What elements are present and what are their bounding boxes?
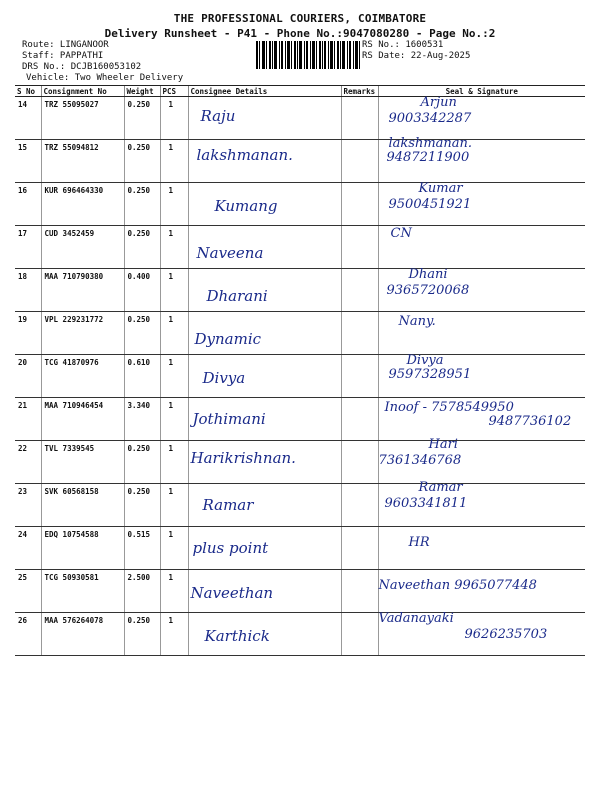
pcs-cell: 1	[160, 97, 188, 140]
consignment-cell: MAA 710790380	[41, 269, 124, 312]
remarks-cell	[341, 398, 378, 441]
consignee-cell	[188, 226, 341, 269]
col-remarks-header: Remarks	[341, 86, 378, 97]
signature-cell	[378, 570, 585, 613]
consignee-handwriting: Divya	[202, 369, 246, 387]
consignee-cell	[188, 441, 341, 484]
weight-cell: 0.250	[124, 613, 160, 656]
remarks-cell	[341, 613, 378, 656]
signature-cell	[378, 480, 585, 527]
pcs-cell: 1	[160, 484, 188, 527]
consignee-handwriting: plus point	[192, 539, 269, 557]
table-row	[15, 97, 585, 140]
consignee-cell	[188, 183, 341, 226]
col-signature-header: Seal & Signature	[378, 86, 585, 97]
pcs-cell: 1	[160, 312, 188, 355]
table-body	[15, 97, 585, 656]
signature-handwriting: Nany.	[398, 314, 436, 329]
table-row	[15, 484, 585, 527]
consignee-handwriting: Naveena	[196, 244, 264, 262]
consignee-cell	[188, 140, 341, 183]
consignment-cell: MAA 576264078	[41, 613, 124, 656]
meta-right	[362, 40, 470, 62]
table-row	[15, 269, 585, 312]
signature-handwriting: Arjun	[420, 95, 457, 110]
pcs-cell: 1	[160, 183, 188, 226]
signature-handwriting: 9603341811	[384, 496, 468, 511]
consignment-cell: EDQ 10754588	[41, 527, 124, 570]
consignee-cell	[188, 355, 341, 398]
runsheet-table	[15, 85, 585, 656]
consignee-handwriting: Raju	[200, 107, 236, 125]
col-weight-header: Weight	[124, 86, 160, 97]
drs-label: DRS No.: DCJB160053102	[22, 62, 142, 72]
weight-cell: 0.250	[124, 484, 160, 527]
consignee-handwriting: Dharani	[206, 287, 268, 305]
signature-cell	[378, 527, 585, 570]
signature-cell	[378, 355, 585, 398]
sno-cell: 14	[15, 97, 41, 140]
consignee-cell	[188, 613, 341, 656]
weight-cell: 3.340	[124, 398, 160, 441]
sno-cell: 25	[15, 570, 41, 613]
signature-handwriting: 9597328951	[388, 367, 472, 382]
table-row	[15, 527, 585, 570]
consignee-cell	[188, 269, 341, 312]
sno-cell: 26	[15, 613, 41, 656]
consignee-handwriting: Dynamic	[194, 330, 262, 348]
signature-handwriting: 9487736102	[488, 414, 572, 429]
sno-cell: 24	[15, 527, 41, 570]
consignment-cell: MAA 710946454	[41, 398, 124, 441]
signature-handwriting: HR	[408, 535, 430, 550]
consignment-cell: TVL 7339545	[41, 441, 124, 484]
signature-handwriting: CN	[390, 226, 412, 241]
consignment-cell: VPL 229231772	[41, 312, 124, 355]
signature-cell	[378, 97, 585, 140]
remarks-cell	[341, 269, 378, 312]
pcs-cell: 1	[160, 355, 188, 398]
sno-cell: 21	[15, 398, 41, 441]
table-row	[15, 226, 585, 269]
table-row	[15, 441, 585, 484]
pcs-cell: 1	[160, 570, 188, 613]
consignee-handwriting: Jothimani	[192, 410, 266, 428]
remarks-cell	[341, 97, 378, 140]
consignee-handwriting: Naveethan	[190, 584, 274, 602]
weight-cell: 0.250	[124, 441, 160, 484]
signature-handwriting: Inoof - 7578549950	[384, 400, 514, 415]
weight-cell: 0.250	[124, 226, 160, 269]
sno-cell: 23	[15, 484, 41, 527]
table-row	[15, 140, 585, 183]
signature-handwriting: 9500451921	[388, 197, 472, 212]
weight-cell: 0.250	[124, 183, 160, 226]
remarks-cell	[341, 226, 378, 269]
consignee-handwriting: Kumang	[214, 197, 278, 215]
pcs-cell: 1	[160, 613, 188, 656]
meta-left	[22, 40, 183, 84]
signature-handwriting: Ramar	[418, 480, 463, 495]
consignee-handwriting: Harikrishnan.	[190, 449, 296, 467]
col-sno-header: S No	[15, 86, 41, 97]
consignee-cell	[188, 570, 341, 613]
document-title: THE PROFESSIONAL COURIERS, COIMBATORE	[173, 12, 427, 25]
signature-handwriting: Dhani	[408, 267, 448, 282]
signature-handwriting: Naveethan 9965077448	[378, 578, 537, 593]
signature-handwriting: Divya	[406, 353, 444, 368]
signature-cell	[378, 269, 585, 312]
consignee-handwriting: Karthick	[204, 627, 270, 645]
table-row	[15, 312, 585, 355]
sno-cell: 16	[15, 183, 41, 226]
table-row	[15, 570, 585, 613]
col-consignee-header: Consignee Details	[188, 86, 341, 97]
remarks-cell	[341, 355, 378, 398]
consignment-cell: KUR 696464330	[41, 183, 124, 226]
remarks-cell	[341, 484, 378, 527]
weight-cell: 2.500	[124, 570, 160, 613]
signature-cell	[378, 136, 585, 183]
consignee-cell	[188, 97, 341, 140]
sno-cell: 19	[15, 312, 41, 355]
remarks-cell	[341, 570, 378, 613]
rs-number-label: RS No.: 1600531	[362, 40, 444, 50]
pcs-cell: 1	[160, 441, 188, 484]
consignee-cell	[188, 527, 341, 570]
sno-cell: 15	[15, 140, 41, 183]
weight-cell: 0.610	[124, 355, 160, 398]
signature-handwriting: lakshmanan.	[388, 136, 473, 151]
signature-handwriting: 9003342287	[388, 111, 472, 126]
barcode-image	[256, 41, 360, 69]
signature-cell	[378, 613, 585, 656]
pcs-cell: 1	[160, 269, 188, 312]
vehicle-label: Vehicle: Two Wheeler Delivery	[26, 73, 184, 83]
table-header-row	[15, 86, 585, 97]
remarks-cell	[341, 312, 378, 355]
consignment-cell: TCG 41870976	[41, 355, 124, 398]
signature-handwriting: Kumar	[418, 181, 463, 196]
consignment-cell: TRZ 55094812	[41, 140, 124, 183]
remarks-cell	[341, 183, 378, 226]
remarks-cell	[341, 140, 378, 183]
col-pcs-header: PCS	[160, 86, 188, 97]
signature-handwriting: 9626235703	[464, 627, 548, 642]
table-row	[15, 613, 585, 656]
remarks-cell	[341, 441, 378, 484]
consignment-cell: TRZ 55095027	[41, 97, 124, 140]
document-subtitle: Delivery Runsheet - P41 - Phone No.:9047080280 - Page No.:2	[104, 27, 496, 40]
signature-handwriting: 7361346768	[378, 453, 462, 468]
staff-label: Staff: PAPPATHI	[22, 51, 104, 61]
signature-handwriting: Vadanayaki	[378, 611, 454, 626]
weight-cell: 0.250	[124, 140, 160, 183]
consignment-cell: CUD 3452459	[41, 226, 124, 269]
weight-cell: 0.250	[124, 312, 160, 355]
weight-cell: 0.250	[124, 97, 160, 140]
table-row	[15, 355, 585, 398]
consignee-cell	[188, 484, 341, 527]
signature-cell	[378, 398, 585, 441]
route-label: Route: LINGANOOR	[22, 40, 109, 50]
remarks-cell	[341, 527, 378, 570]
table-row	[15, 398, 585, 441]
consignee-cell	[188, 398, 341, 441]
consignee-cell	[188, 312, 341, 355]
signature-cell	[378, 183, 585, 226]
consignment-cell: TCG 50930581	[41, 570, 124, 613]
pcs-cell: 1	[160, 140, 188, 183]
col-consignment-header: Consignment No	[41, 86, 124, 97]
signature-handwriting: 9487211900	[386, 150, 470, 165]
pcs-cell: 1	[160, 527, 188, 570]
signature-handwriting: 9365720068	[386, 283, 470, 298]
pcs-cell: 1	[160, 398, 188, 441]
consignment-cell: SVK 60568158	[41, 484, 124, 527]
signature-cell	[378, 437, 585, 484]
table-row	[15, 183, 585, 226]
signature-cell	[378, 312, 585, 355]
weight-cell: 0.400	[124, 269, 160, 312]
sno-cell: 18	[15, 269, 41, 312]
consignee-handwriting: lakshmanan.	[196, 146, 293, 164]
signature-cell	[378, 226, 585, 269]
consignee-handwriting: Ramar	[202, 496, 254, 514]
sno-cell: 22	[15, 441, 41, 484]
sno-cell: 20	[15, 355, 41, 398]
rs-date-label: RS Date: 22-Aug-2025	[362, 51, 471, 61]
signature-handwriting: Hari	[428, 437, 458, 452]
weight-cell: 0.515	[124, 527, 160, 570]
pcs-cell: 1	[160, 226, 188, 269]
sno-cell: 17	[15, 226, 41, 269]
